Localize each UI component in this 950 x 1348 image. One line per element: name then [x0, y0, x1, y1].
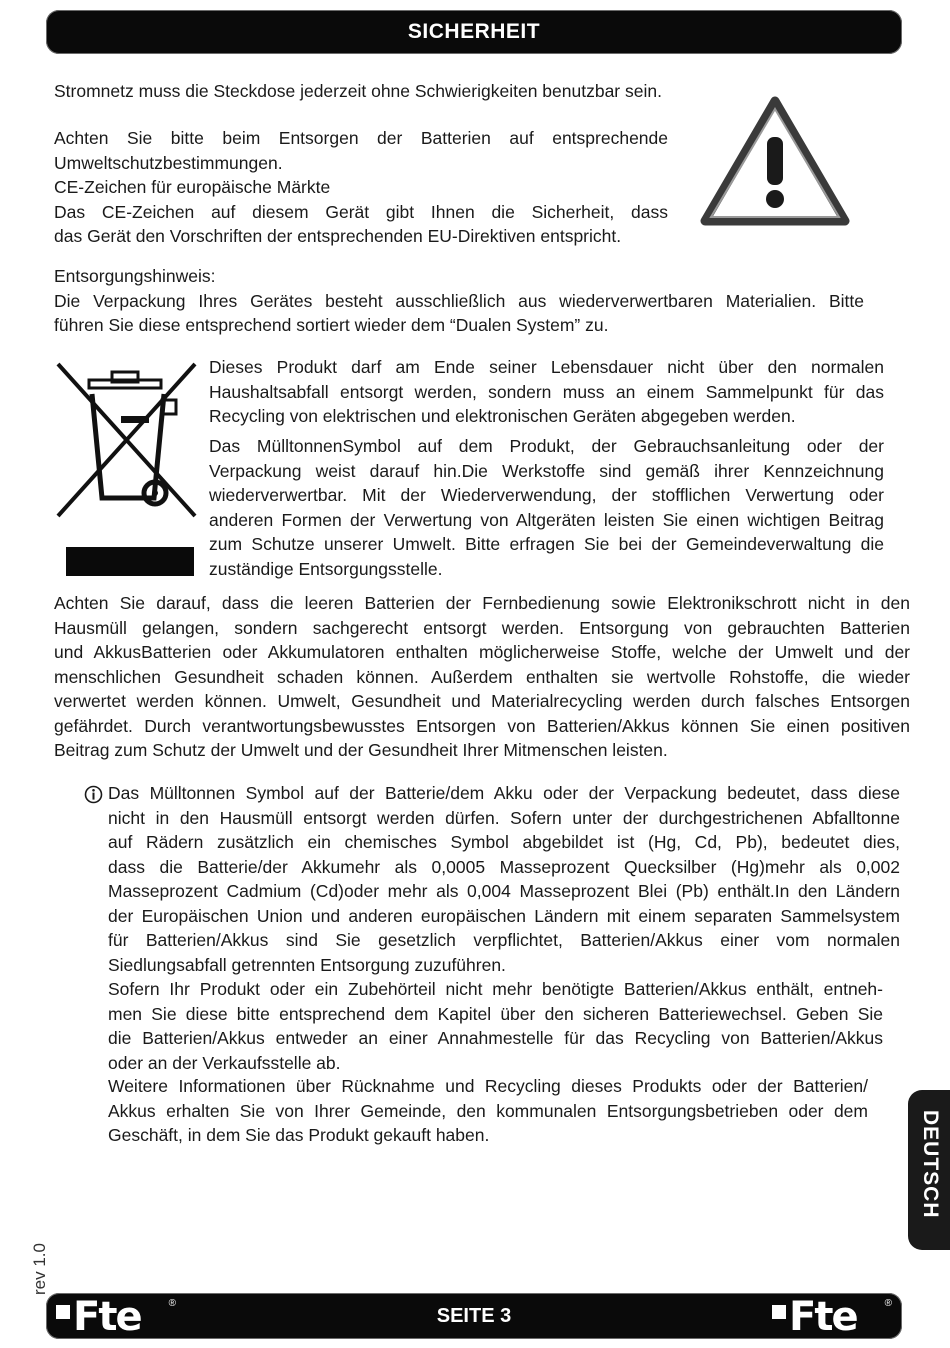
paragraph-battery-symbol	[108, 781, 900, 977]
text-line: der Europäischen Union und anderen europäischen Ländern mit einem separaten Sammelsystem	[108, 905, 900, 926]
text-line: anderen Formen der Verwertung von Altgeräten leisten Sie einen wichtigen Beitrag	[209, 509, 884, 530]
paragraph-power-socket	[54, 79, 668, 104]
text-line: zum Schutze unserer Umwelt. Bitte erfragen Sie bei der Gemeindeverwaltung die	[209, 534, 884, 554]
text-line: Siedlungsabfall getrennten Entsorgung zuzuführen.	[108, 954, 506, 975]
text-line: auf Rädern zusätzlich ein chemisches Symbol abgebildet ist (Hg, Cd, Pb), bedeutet dies,	[108, 832, 900, 852]
text-line: Weitere Informationen über Rücknahme und Recycling dieses Produkts oder der Batterien/	[108, 1076, 868, 1096]
text-line: Achten Sie darauf, dass die leeren Batterien der Fernbedienung sowie Elektronikschrott nicht in den	[54, 593, 910, 613]
text-line: Geschäft, in dem Sie das Produkt gekauft haben.	[108, 1125, 490, 1145]
fte-logo	[769, 1294, 894, 1340]
paragraph-weee-disposal	[209, 355, 884, 429]
page-title: SICHERHEIT	[407, 20, 541, 43]
text-line: Haushaltsabfall entsorgt werden, sondern muss an einem Sammelpunkt für das	[209, 381, 884, 402]
text-line: Umweltschutzbestimmungen.	[54, 152, 283, 173]
logo-text: Fte	[789, 1294, 857, 1340]
text-line: zuständige Entsorgungsstelle.	[209, 558, 443, 579]
logo-text: Fte	[73, 1294, 141, 1340]
logo-block	[772, 1305, 786, 1319]
text-line: oder an der Verkaufsstelle ab.	[108, 1052, 341, 1073]
paragraph-disposal-note	[54, 264, 864, 338]
text-line: Beitrag zum Schutz der Umwelt und der Gesundheit Ihrer Mitmenschen leisten.	[54, 740, 668, 760]
text-line: dass die Batterie/der Akkumehr als 0,0005 Masseprozent Quecksilber (Hg)mehr als 0,002	[108, 856, 900, 877]
text-line: gefährdet. Durch verantwortungsbewusstes Entsorgen von Batterien/Akkus können Sie einen positiven	[54, 715, 910, 736]
text-line: Verpackung weist darauf hin.Die Werkstoffe sind gemäß ihrer Kennzeichnung	[209, 460, 884, 481]
paragraph-bin-symbol	[209, 434, 884, 581]
text-line: führen Sie diese entsprechend sortiert wieder dem “Dualen System” zu.	[54, 315, 609, 335]
text-line: und AkkusBatterien oder Akkumulatoren enthalten möglicherweise Stoffe, welche der Umwelt und der	[54, 642, 910, 662]
paragraph-batteries-ce	[54, 126, 668, 249]
info-icon	[84, 785, 103, 804]
text-line: Recycling von elektrischen und elektronischen Geräten abgegeben werden.	[209, 406, 796, 426]
text-line: Dieses Produkt darf am Ende seiner Lebensdauer nicht über den normalen	[209, 357, 884, 377]
language-tab-label: DEUTSCH	[919, 1110, 942, 1219]
text-line: Das Mülltonnen Symbol auf der Batterie/dem Akku oder der Verpackung bedeutet, dass diese	[108, 783, 900, 803]
page-number: SEITE 3	[436, 1305, 512, 1327]
text-line: Das MülltonnenSymbol auf dem Produkt, der Gebrauchsanleitung oder der	[209, 436, 884, 456]
paragraph-more-info	[108, 1074, 868, 1148]
text-line: wiederverwertbar. Mit der Wiederverwendung, der stofflichen Verwertung oder	[209, 485, 884, 505]
text-line: menschlichen Gesundheit schaden können. Außerdem enthalten sie wertvolle Rohstoffe, die wieder	[54, 666, 910, 687]
header-bar	[46, 10, 902, 54]
bin-underline-bar	[66, 547, 194, 576]
text-line: CE-Zeichen für europäische Märkte	[54, 177, 331, 197]
footer-bar	[46, 1293, 902, 1339]
crossed-out-bin-icon	[54, 360, 199, 520]
text-line: Sofern Ihr Produkt oder ein Zubehörteil nicht mehr benötigte Batterien/Akkus enthält, entneh-	[108, 979, 883, 999]
text-line: die Batterien/Akkus entweder an einer Annahmestelle für das Recycling von Batterien/Akkus	[108, 1028, 883, 1048]
text-line: verwertet werden können. Umwelt, Gesundheit und Materialrecycling werden durch falsches Entsorgen	[54, 691, 910, 711]
warning-triangle-icon	[699, 95, 851, 229]
text-line: für Batterien/Akkus sind Sie gesetzlich verpflichtet, Batterien/Akkus einer vom normalen	[108, 930, 900, 950]
text-line: Die Verpackung Ihres Gerätes besteht ausschließlich aus wiederverwertbaren Materialien. Bitte	[54, 290, 864, 311]
text-line: Das CE-Zeichen auf diesem Gerät gibt Ihnen die Sicherheit, dass	[54, 201, 668, 222]
paragraph-remove-batteries	[108, 977, 883, 1075]
text-line: Entsorgungshinweis:	[54, 266, 216, 286]
text-line: das Gerät den Vorschriften der entsprechenden EU-Direktiven entspricht.	[54, 226, 622, 246]
text-line: nicht in den Hausmüll entsorgt werden dürfen. Sofern unter der durchgestrichenen Abfalltonne	[108, 807, 900, 828]
registered-mark: ®	[884, 1298, 892, 1309]
text-line: Stromnetz muss die Steckdose jederzeit ohne Schwierigkeiten benutzbar sein.	[54, 81, 662, 101]
text-line: men Sie diese bitte entsprechend dem Kapitel über den sicheren Batteriewechsel. Geben Sie	[108, 1003, 883, 1024]
paragraph-battery-disposal	[54, 591, 910, 763]
revision-label: rev 1.0	[30, 1243, 49, 1295]
text-line: Akkus erhalten Sie von Ihrer Gemeinde, den kommunalen Entsorgungsbetrieben oder dem	[108, 1100, 868, 1121]
registered-mark: ®	[168, 1298, 176, 1309]
text-line: Masseprozent Cadmium (Cd)oder mehr als 0,004 Masseprozent Blei (Pb) enthält.In den Ländern	[108, 881, 900, 901]
text-line: Hausmüll gelangen, sondern sachgerecht entsorgt werden. Entsorgung von gebrauchten Batterien	[54, 617, 910, 638]
text-line: Achten Sie bitte beim Entsorgen der Batterien auf entsprechende	[54, 128, 668, 148]
